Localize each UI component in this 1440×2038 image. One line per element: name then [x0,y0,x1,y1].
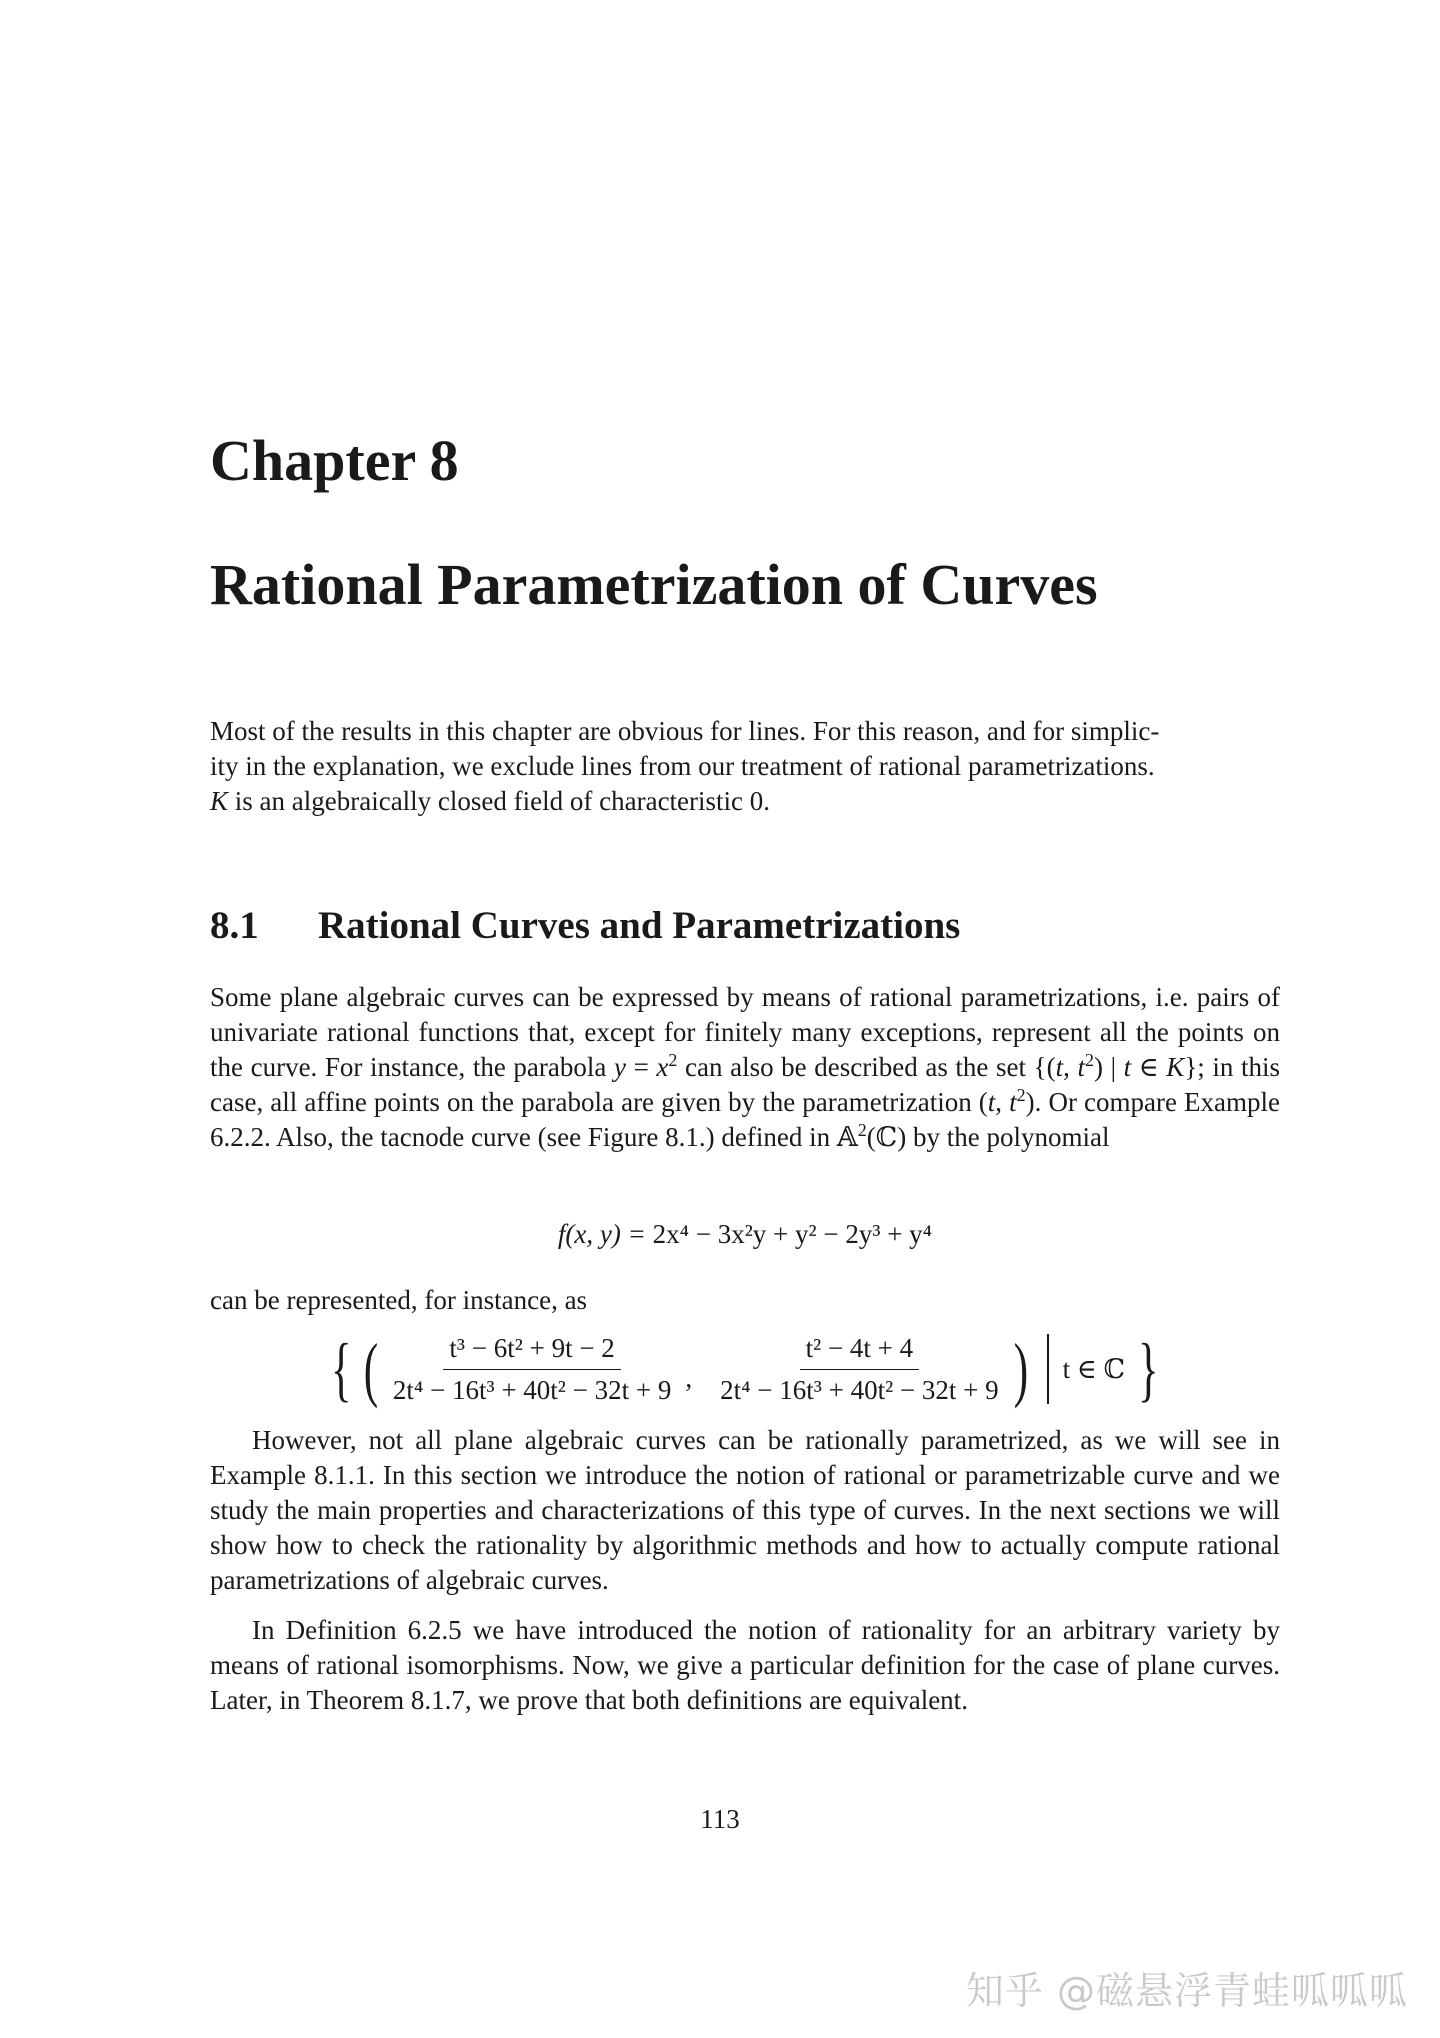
intro-line-1: Most of the results in this chapter are obvious for lines. For this reason, and for simplic- [210,716,1160,746]
fraction-y [714,1331,1005,1408]
paren-open: ( [363,1329,379,1409]
fraction-y-denominator: 2t⁴ − 16t³ + 40t² − 32t + 9 [720,1374,999,1405]
paren-close: ) [1013,1329,1028,1409]
set-bar [1047,1334,1049,1404]
set-condition: t ∈ ℂ [1062,1353,1126,1384]
fraction-y-numerator: t² − 4t + 4 [800,1331,920,1370]
chapter-title: Rational Parametrization of Curves [210,552,1098,617]
comma: , [685,1363,693,1393]
paragraph-however: However, not all plane algebraic curves can be rationally parametrized, as we will see in Example 8.1.1. In this section we introduce the notion of rational or parametrizable curve and we study the main properties and characterizations of this type of curves. In the next sections we will show how to check the rationality by algorithmic methods and how to actually compute rational parametrizations of algebraic curves. [210,1425,1280,1595]
section-number: 8.1 [210,904,259,947]
section-heading [210,906,960,945]
paragraph-definition: In Definition 6.2.5 we have introduced the notion of rationality for an arbitrary variety by means of rational isomorphisms. Now, we give a particular definition for the case of plane curves. Later, in Theorem 8.1.7, we prove that both definitions are equivalent. [210,1615,1280,1715]
intro-line-3: is an algebraically closed field of characteristic 0. [228,786,771,816]
parametrization-formula [210,1324,1280,1414]
field-variable: K [210,786,229,816]
paragraph-represented: can be represented, for instance, as [210,1285,588,1315]
page-number: 113 [700,1804,740,1834]
fraction-x [387,1331,678,1408]
equation-lhs: f(x, y) = [557,1219,653,1249]
fraction-x-denominator: 2t⁴ − 16t³ + 40t² − 32t + 9 [392,1374,672,1405]
intro-line-2: ity in the explanation, we exclude lines from our treatment of rational parametrizations. [210,751,1155,781]
brace-close: } [1138,1329,1159,1409]
equation-rhs: 2x⁴ − 3x²y + y² − 2y³ + y⁴ [652,1219,933,1249]
section-title: Rational Curves and Parametrizations [318,904,961,947]
fraction-x-numerator: t³ − 6t² + 9t − 2 [443,1331,620,1370]
brace-open: { [331,1329,352,1409]
intro-paragraph [210,714,1280,819]
tacnode-equation [210,1217,1280,1252]
chapter-label: Chapter 8 [210,428,459,493]
paragraph-rational-curves: Some plane algebraic curves can be expressed by means of rational parametrizations, i.e. pairs of univariate rational functions that, except for finitely many exceptions, represent all the points on the curve. For instance, the parabola $y = x^2$ can also be described as the set {(t, $t^2$) | t ∈ K}; in this case, all affine points on the parabola are given by the parametrization (t, $t^2$). Or compare Example 6.2.2. Also, the tacnode curve (see Figure 8.1.) defined in 𝔸$^2$(ℂ) by the polynomial [210,982,1281,1152]
watermark: 知乎 @磁悬浮青蛙呱呱呱 [965,1969,1408,2013]
